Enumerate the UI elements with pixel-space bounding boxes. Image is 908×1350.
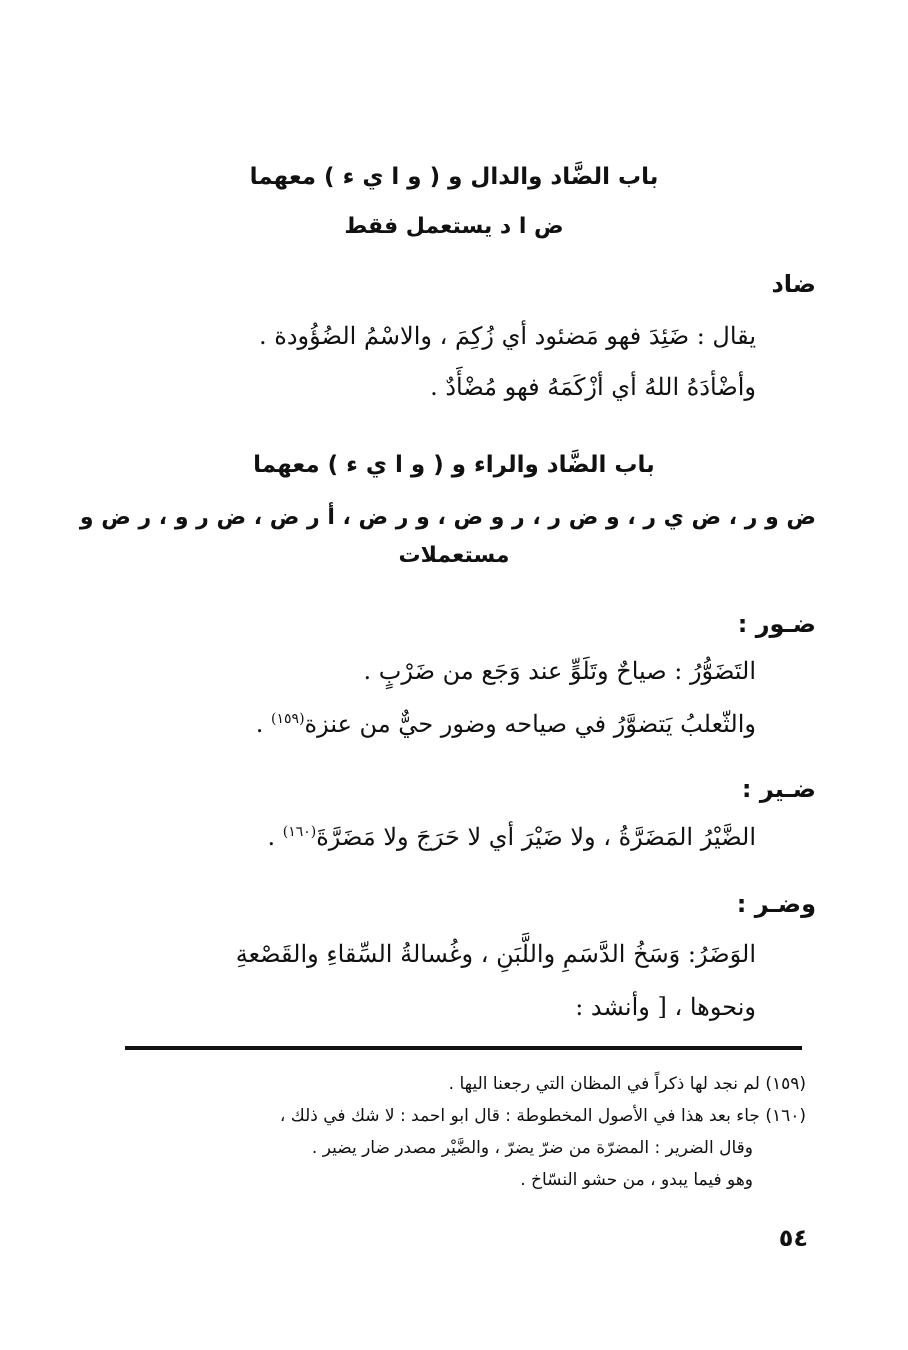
footnote-ref-160: (١٦٠): [282, 824, 317, 840]
footnote-160-line2: وقال الضرير : المضرّة من ضرّ يضرّ ، والضَّيْر مصدر ضار يضير .: [311, 1138, 753, 1158]
entry-dad-line2: وأضْأدَهُ اللهُ أي أزْكَمَهُ فهو مُضْأَدٌ .: [430, 373, 756, 401]
entry-dayr-line1-text: الضَّيْرُ المَضَرَّةُ ، ولا ضَيْرَ أي لا حَرَجَ ولا مَضَرَّةَ: [316, 823, 756, 851]
page-number: ٥٤: [778, 1224, 808, 1252]
chapter-heading-dad-dal: باب الضَّاد والدال و ( و ا ي ء ) معهما: [249, 164, 659, 190]
chapter-subheading-dad-dal: ض ا د يستعمل فقط: [344, 214, 564, 239]
entry-head-dad: ضاد: [771, 270, 816, 298]
footnote-159: (١٥٩) لم نجد لها ذكراً في المظان التي رجعنا اليها .: [448, 1074, 806, 1094]
chapter-heading-dad-ra: باب الضَّاد والراء و ( و ا ي ء ) معهما: [253, 452, 655, 478]
entry-dawr-line2: [256, 710, 756, 738]
chapter-roots-line2: مستعملات: [398, 543, 510, 568]
entry-dayr-line1-end: .: [267, 823, 283, 851]
chapter-roots-line1: ض و ر ، ض ي ر ، و ض ر ، ر و ض ، و ر ض ، أ ر ض ، ض ر و ، ر ض و: [79, 505, 816, 530]
footnote-160-line1: (١٦٠) جاء بعد هذا في الأصول المخطوطة : قال ابو احمد : لا شك في ذلك ،: [279, 1106, 806, 1126]
entry-dawr-line2-text: والثّعلبُ يَتضوَّرُ في صياحه وضور حيٌّ من عنزة: [304, 710, 756, 738]
entry-wadr-line1: الوَضَرُ: وَسَخُ الدَّسَمِ واللَّبَنِ ، وغُسالةُ السِّقاءِ والقَصْعةِ: [235, 940, 756, 968]
footnote-ref-159: (١٥٩): [271, 711, 305, 727]
entry-head-dayr: ضـير :: [741, 775, 816, 803]
entry-dayr-line1: [267, 823, 756, 851]
entry-dawr-line2-end: .: [255, 710, 272, 738]
entry-dawr-line1: التَضَوُّرُ : صياحٌ وتَلَوٍّ عند وَجَع من ضَرْبٍ .: [363, 657, 756, 685]
footnote-160-line3: وهو فيما يبدو ، من حشو النسّاخ .: [520, 1170, 753, 1190]
entry-wadr-line2: ونحوها ، [ وأنشد :: [575, 993, 756, 1021]
entry-head-dawr: ضـور :: [737, 610, 816, 638]
entry-head-wadr: وضـر :: [736, 890, 816, 918]
entry-dad-line1: يقال : ضَئِدَ فهو مَضئود أي زُكِمَ ، والاسْمُ الضُؤُودة .: [259, 322, 756, 350]
footnote-divider: [125, 1046, 802, 1050]
